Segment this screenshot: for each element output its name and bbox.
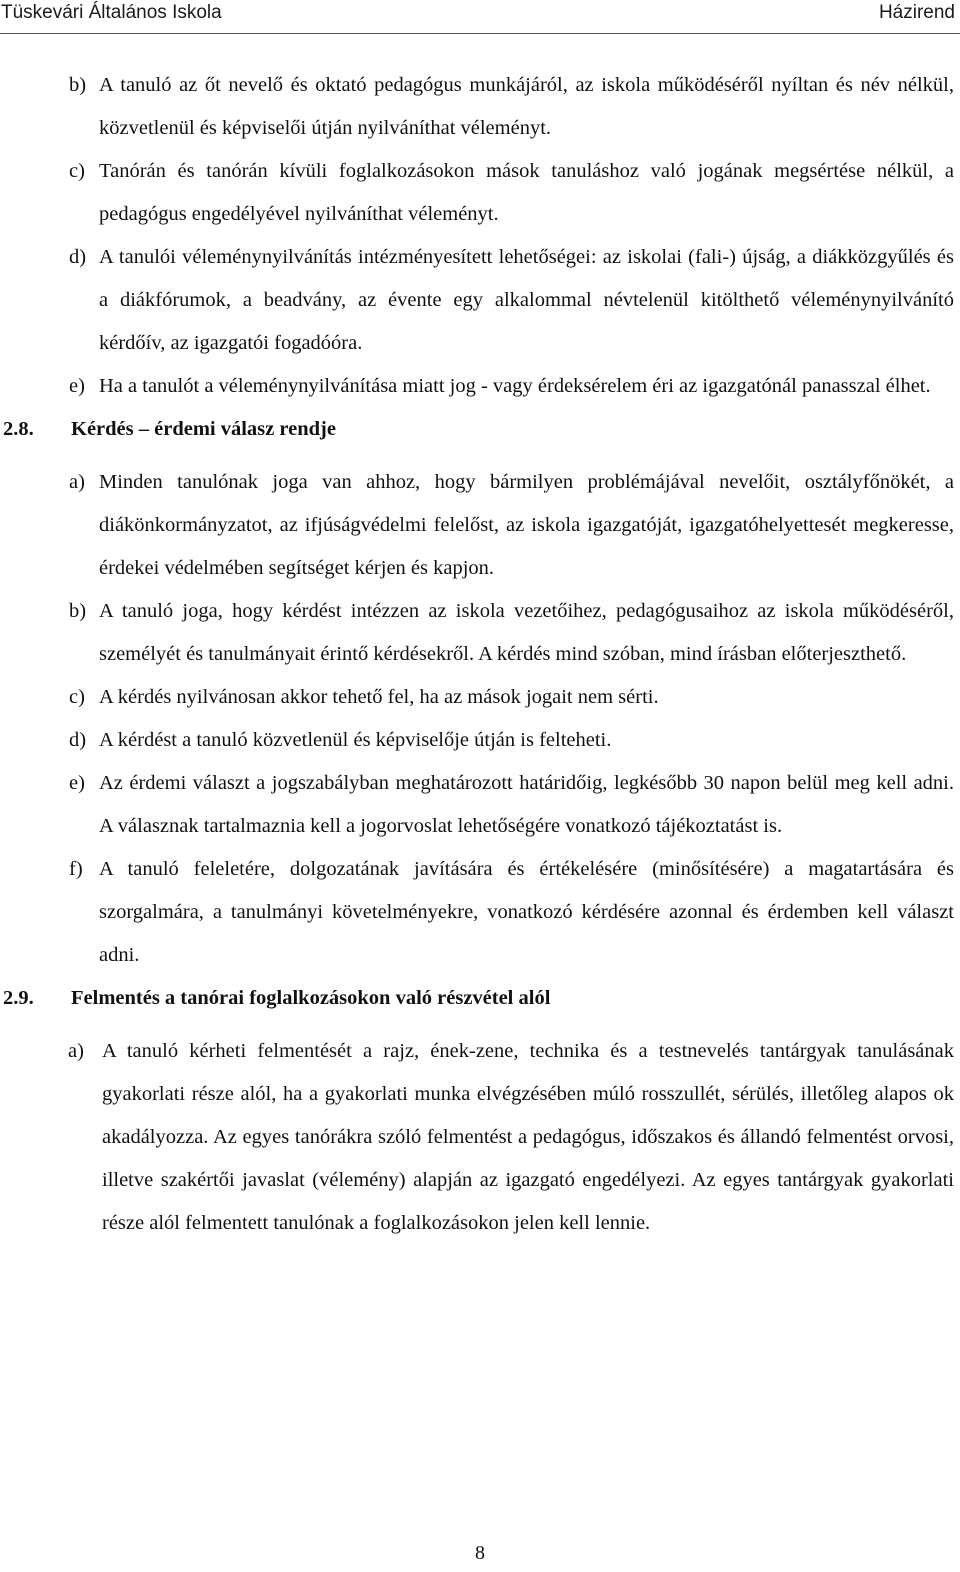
list-item-label: c) <box>69 686 85 708</box>
list-item-text: A tanuló kérheti felmentését a rajz, ének-zene, technika és a testnevelés tantárgyak tanulásának gyakorlati része alól, ha a gyakorlati munka elvégzésében múló rosszullét, sérülés, illetőleg alapos ok akadályozza. Az egyes tanórákra szóló felmentést a pedagógus, időszakos és állandó felmentést orvosi, illetve szakértői javaslat (vélemény) alapján az igazgató engedélyezi. Az egyes tantárgyak gyakorlati része alól felmentett tanulónak a foglalkozásokon jelen kell lennie. <box>102 1040 954 1234</box>
list-item <box>0 762 954 848</box>
page-header <box>0 0 960 30</box>
header-school-name: Tüskevári Általános Iskola <box>1 2 222 23</box>
list-item <box>0 365 954 408</box>
list-item-label: a) <box>68 1040 84 1062</box>
list-item-label: c) <box>69 160 85 182</box>
section-number: 2.9. <box>3 987 34 1009</box>
list-item-text: Az érdemi választ a jogszabályban meghatározott határidőig, legkésőbb 30 napon belül meg kell adni. A válasznak tartalmaznia kell a jogorvoslat lehetőségére vonatkozó tájékoztatást is. <box>99 772 954 837</box>
list-item-text: Tanórán és tanórán kívüli foglalkozásokon mások tanuláshoz való jogának megsértése nélkül, a pedagógus engedélyével nyilváníthat véleményt. <box>99 160 954 225</box>
list-item-label: d) <box>69 246 87 268</box>
list-item-label: d) <box>69 729 87 751</box>
section-number: 2.8. <box>3 418 34 440</box>
list-item <box>0 719 954 762</box>
list-item-label: f) <box>69 858 83 880</box>
list-item-label: b) <box>69 600 87 622</box>
list-item <box>0 64 954 150</box>
list-item-text: A kérdés nyilvánosan akkor tehető fel, ha az mások jogait nem sérti. <box>99 686 659 708</box>
list-item <box>0 150 954 236</box>
list-item-label: b) <box>69 74 87 96</box>
list-item-label: a) <box>69 471 85 493</box>
page-number: 8 <box>475 1542 485 1564</box>
list-item-text: A kérdést a tanuló közvetlenül és képviselője útján is felteheti. <box>99 729 612 751</box>
list-item <box>0 1030 954 1245</box>
list-item <box>0 848 954 977</box>
document-body <box>0 64 960 1245</box>
list-item <box>0 590 954 676</box>
section-title: Felmentés a tanórai foglalkozásokon való részvétel alól <box>71 987 551 1009</box>
section-2-9-list <box>0 1030 960 1245</box>
list-item-text: Minden tanulónak joga van ahhoz, hogy bármilyen problémájával nevelőit, osztályfőnökét, a diákönkormányzatot, az ifjúságvédelmi felelőst, az iskola igazgatóját, igazgatóhelyettesét megkeresse, érdekei védelmében segítséget kérjen és kapjon. <box>99 471 954 579</box>
list-item-label: e) <box>69 772 85 794</box>
section-heading-2-9 <box>0 977 960 1020</box>
list-item <box>0 676 954 719</box>
header-document-title: Házirend <box>878 2 955 23</box>
section-previous-list <box>0 64 960 408</box>
list-item-label: e) <box>69 375 85 397</box>
list-item <box>0 461 954 590</box>
list-item <box>0 236 954 365</box>
header-divider <box>0 33 960 34</box>
list-item-text: A tanuló feleletére, dolgozatának javítására és értékelésére (minősítésére) a magatartására és szorgalmára, a tanulmányi követelményekre, vonatkozó kérdésére azonnal és érdemben kell választ adni. <box>99 858 954 966</box>
section-2-8-list <box>0 461 960 977</box>
list-item-text: A tanulói véleménynyilvánítás intézményesített lehetőségei: az iskolai (fali-) újság, a diákközgyűlés és a diákfórumok, a beadvány, az évente egy alkalommal névtelenül kitölthető véleménynyilvánító kérdőív, az igazgatói fogadóóra. <box>99 246 954 354</box>
list-item-text: A tanuló az őt nevelő és oktató pedagógus munkájáról, az iskola működéséről nyíltan és név nélkül, közvetlenül és képviselői útján nyilváníthat véleményt. <box>99 74 954 139</box>
list-item-text: A tanuló joga, hogy kérdést intézzen az iskola vezetőihez, pedagógusaihoz az iskola működéséről, személyét és tanulmányait érintő kérdésekről. A kérdés mind szóban, mind írásban előterjeszthető. <box>99 600 954 665</box>
list-item-text: Ha a tanulót a véleménynyilvánítása miatt jog - vagy érdeksérelem éri az igazgatónál panasszal élhet. <box>99 375 931 397</box>
section-heading-2-8 <box>0 408 960 451</box>
section-title: Kérdés – érdemi válasz rendje <box>71 418 336 440</box>
